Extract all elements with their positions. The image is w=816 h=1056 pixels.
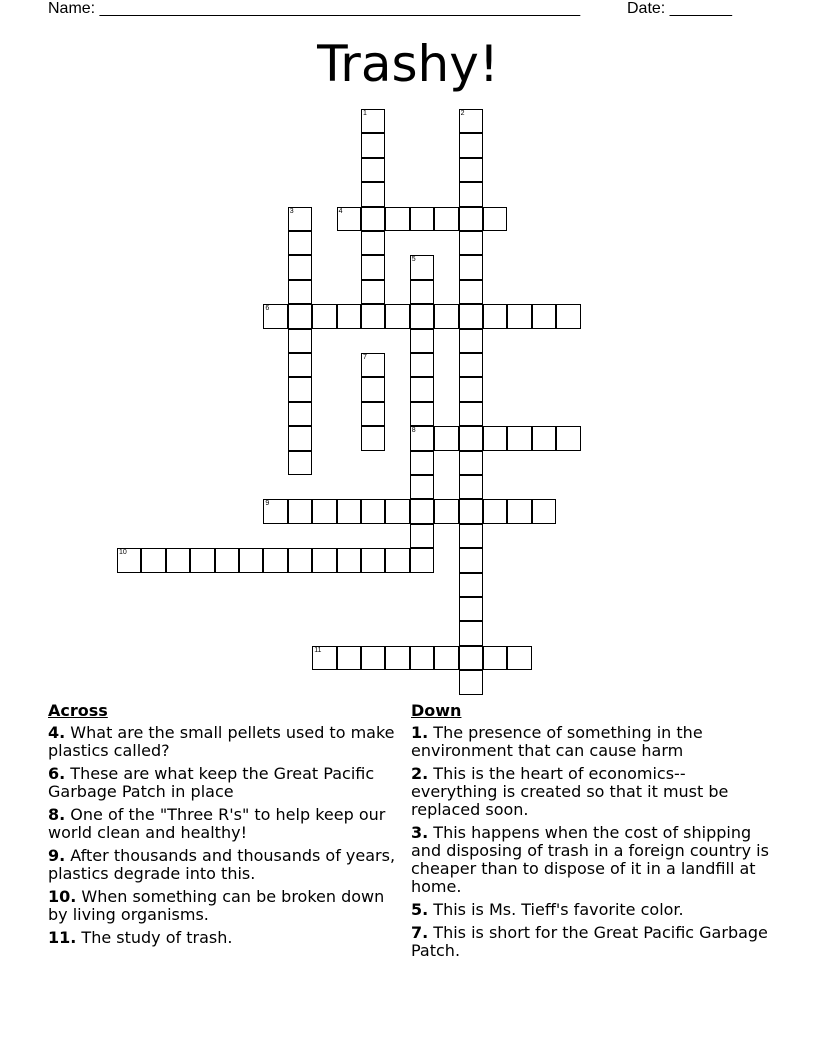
cell-number: 5 — [411, 256, 416, 264]
cell-number: 1 — [363, 110, 367, 117]
down-heading: Down — [411, 701, 462, 720]
grid-cell[interactable] — [361, 133, 385, 157]
grid-cell[interactable] — [288, 451, 312, 475]
grid-cell[interactable] — [459, 451, 483, 475]
grid-cell[interactable] — [434, 304, 458, 328]
clue-text: After thousands and thousands of years, plastics degrade into this. — [48, 846, 396, 883]
grid-cell[interactable] — [459, 255, 483, 279]
cell-number: 2 — [460, 110, 465, 117]
grid-cell[interactable] — [361, 207, 385, 231]
grid-cell[interactable] — [190, 548, 214, 572]
grid-cell[interactable] — [459, 597, 483, 621]
clue-text: What are the small pellets used to make plastics called? — [48, 723, 395, 760]
grid-cell[interactable] — [459, 377, 483, 401]
grid-cell[interactable] — [410, 475, 434, 499]
clue-number: 7. — [411, 923, 429, 942]
grid-cell[interactable] — [459, 353, 483, 377]
grid-cell[interactable] — [288, 255, 312, 279]
grid-cell[interactable] — [141, 548, 165, 572]
cell-number: 9 — [265, 500, 270, 508]
grid-cell[interactable] — [288, 499, 312, 523]
grid-cell[interactable] — [337, 548, 361, 572]
clue-text: The presence of something in the environment that can cause harm — [411, 723, 703, 760]
grid-cell[interactable] — [532, 304, 556, 328]
down-clue — [411, 824, 771, 896]
grid-cell[interactable] — [507, 304, 531, 328]
grid-cell[interactable] — [507, 499, 531, 523]
clue-number: 8. — [48, 805, 66, 824]
grid-cell[interactable] — [410, 329, 434, 353]
grid-cell[interactable] — [459, 207, 483, 231]
grid-cell[interactable] — [239, 548, 263, 572]
grid-cell[interactable] — [459, 402, 483, 426]
puzzle-title: Trashy! — [317, 35, 499, 93]
grid-cell[interactable] — [385, 499, 409, 523]
grid-cell[interactable] — [483, 207, 507, 231]
grid-cell[interactable] — [337, 207, 361, 231]
across-heading: Across — [48, 701, 108, 720]
grid-cell[interactable] — [361, 109, 385, 133]
grid-cell[interactable] — [117, 548, 141, 572]
grid-cell[interactable] — [337, 304, 361, 328]
grid-cell[interactable] — [361, 255, 385, 279]
clue-number: 9. — [48, 846, 66, 865]
grid-cell[interactable] — [288, 231, 312, 255]
grid-cell[interactable] — [459, 133, 483, 157]
across-clue — [48, 724, 400, 760]
grid-cell[interactable] — [459, 646, 483, 670]
down-clues — [411, 702, 771, 965]
grid-cell[interactable] — [459, 426, 483, 450]
grid-cell[interactable] — [410, 451, 434, 475]
down-clue — [411, 924, 771, 960]
grid-cell[interactable] — [361, 353, 385, 377]
grid-cell[interactable] — [532, 499, 556, 523]
grid-cell[interactable] — [361, 182, 385, 206]
grid-cell[interactable] — [410, 402, 434, 426]
grid-cell[interactable] — [361, 304, 385, 328]
down-clue — [411, 901, 771, 919]
clue-text: These are what keep the Great Pacific Garbage Patch in place — [48, 764, 375, 801]
clue-text: One of the "Three R's" to help keep our world clean and healthy! — [48, 805, 386, 842]
grid-cell[interactable] — [410, 646, 434, 670]
cell-number: 11 — [314, 646, 322, 654]
grid-cell[interactable] — [459, 158, 483, 182]
grid-cell[interactable] — [288, 280, 312, 304]
grid-cell[interactable] — [385, 304, 409, 328]
grid-cell[interactable] — [263, 499, 287, 523]
cell-number: 6 — [265, 305, 270, 313]
grid-cell[interactable] — [288, 329, 312, 353]
grid-cell[interactable] — [459, 621, 483, 645]
clue-text: This happens when the cost of shipping and disposing of trash in a foreign country is cheaper than to dispose of it in a landfill at home. — [411, 823, 769, 896]
cell-number: 7 — [363, 354, 367, 361]
grid-cell[interactable] — [410, 426, 434, 450]
grid-cell[interactable] — [410, 524, 434, 548]
grid-cell[interactable] — [459, 280, 483, 304]
grid-cell[interactable] — [459, 329, 483, 353]
across-clue — [48, 888, 400, 924]
grid-cell[interactable] — [288, 377, 312, 401]
clue-number: 10. — [48, 887, 77, 906]
cell-number: 10 — [119, 549, 127, 557]
across-clues — [48, 702, 400, 952]
clue-number: 1. — [411, 723, 429, 742]
grid-cell[interactable] — [361, 377, 385, 401]
across-clue — [48, 806, 400, 842]
grid-cell[interactable] — [312, 646, 336, 670]
grid-cell[interactable] — [263, 548, 287, 572]
grid-cell[interactable] — [459, 499, 483, 523]
clue-number: 3. — [411, 823, 429, 842]
clue-text: This is the heart of economics--everything is created so that it must be replaced soon. — [411, 764, 729, 819]
grid-cell[interactable] — [507, 426, 531, 450]
grid-cell[interactable] — [337, 646, 361, 670]
across-clue — [48, 929, 400, 947]
grid-cell[interactable] — [483, 499, 507, 523]
grid-cell[interactable] — [361, 231, 385, 255]
grid-cell[interactable] — [434, 207, 458, 231]
grid-cell[interactable] — [312, 548, 336, 572]
grid-cell[interactable] — [556, 304, 580, 328]
grid-cell[interactable] — [410, 548, 434, 572]
grid-cell[interactable] — [385, 646, 409, 670]
across-clue — [48, 847, 400, 883]
grid-cell[interactable] — [288, 548, 312, 572]
clue-text: This is short for the Great Pacific Garbage Patch. — [411, 923, 768, 960]
header — [48, 0, 768, 20]
across-clue — [48, 765, 400, 801]
grid-cell[interactable] — [215, 548, 239, 572]
grid-cell[interactable] — [434, 499, 458, 523]
down-clue — [411, 765, 771, 819]
grid-cell[interactable] — [361, 499, 385, 523]
grid-cell[interactable] — [410, 377, 434, 401]
name-field: Name: ______________________________________________________ — [48, 0, 581, 17]
date-field: Date: _______ — [627, 0, 732, 17]
grid-cell[interactable] — [459, 304, 483, 328]
grid-cell[interactable] — [459, 524, 483, 548]
grid-cell[interactable] — [288, 426, 312, 450]
clue-number: 4. — [48, 723, 66, 742]
grid-cell[interactable] — [361, 280, 385, 304]
grid-cell[interactable] — [385, 207, 409, 231]
grid-cell[interactable] — [288, 353, 312, 377]
grid-cell[interactable] — [459, 670, 483, 694]
grid-cell[interactable] — [312, 499, 336, 523]
grid-cell[interactable] — [459, 231, 483, 255]
down-clue — [411, 724, 771, 760]
cell-number: 3 — [289, 207, 294, 215]
clue-text: When something can be broken down by living organisms. — [48, 887, 385, 924]
grid-cell[interactable] — [556, 426, 580, 450]
grid-cell[interactable] — [361, 646, 385, 670]
cell-number: 8 — [411, 427, 416, 435]
grid-cell[interactable] — [410, 255, 434, 279]
grid-cell[interactable] — [410, 207, 434, 231]
clue-number: 6. — [48, 764, 66, 783]
clue-number: 5. — [411, 900, 429, 919]
grid-cell[interactable] — [410, 499, 434, 523]
clue-number: 11. — [48, 928, 77, 947]
grid-cell[interactable] — [410, 280, 434, 304]
grid-cell[interactable] — [361, 402, 385, 426]
grid-cell[interactable] — [288, 304, 312, 328]
grid-cell[interactable] — [459, 475, 483, 499]
grid-cell[interactable] — [288, 402, 312, 426]
grid-cell[interactable] — [459, 548, 483, 572]
grid-cell[interactable] — [459, 109, 483, 133]
clue-text: This is Ms. Tieff's favorite color. — [428, 900, 684, 919]
clue-text: The study of trash. — [76, 928, 233, 947]
grid-cell[interactable] — [459, 573, 483, 597]
clue-number: 2. — [411, 764, 429, 783]
grid-cell[interactable] — [361, 426, 385, 450]
grid-cell[interactable] — [434, 426, 458, 450]
down-clue-list — [411, 724, 771, 960]
grid-cell[interactable] — [263, 304, 287, 328]
grid-cell[interactable] — [483, 304, 507, 328]
grid-cell[interactable] — [410, 353, 434, 377]
grid-cell[interactable] — [166, 548, 190, 572]
grid-cell[interactable] — [288, 207, 312, 231]
grid-cell[interactable] — [337, 499, 361, 523]
grid-cell[interactable] — [312, 304, 336, 328]
grid-cell[interactable] — [507, 646, 531, 670]
cell-number: 4 — [338, 207, 343, 215]
grid-cell[interactable] — [434, 646, 458, 670]
grid-cell[interactable] — [483, 426, 507, 450]
across-clue-list — [48, 724, 400, 947]
grid-cell[interactable] — [483, 646, 507, 670]
grid-cell[interactable] — [385, 548, 409, 572]
grid-cell[interactable] — [532, 426, 556, 450]
grid-cell[interactable] — [410, 304, 434, 328]
grid-cell[interactable] — [361, 158, 385, 182]
grid-cell[interactable] — [361, 548, 385, 572]
grid-cell[interactable] — [459, 182, 483, 206]
